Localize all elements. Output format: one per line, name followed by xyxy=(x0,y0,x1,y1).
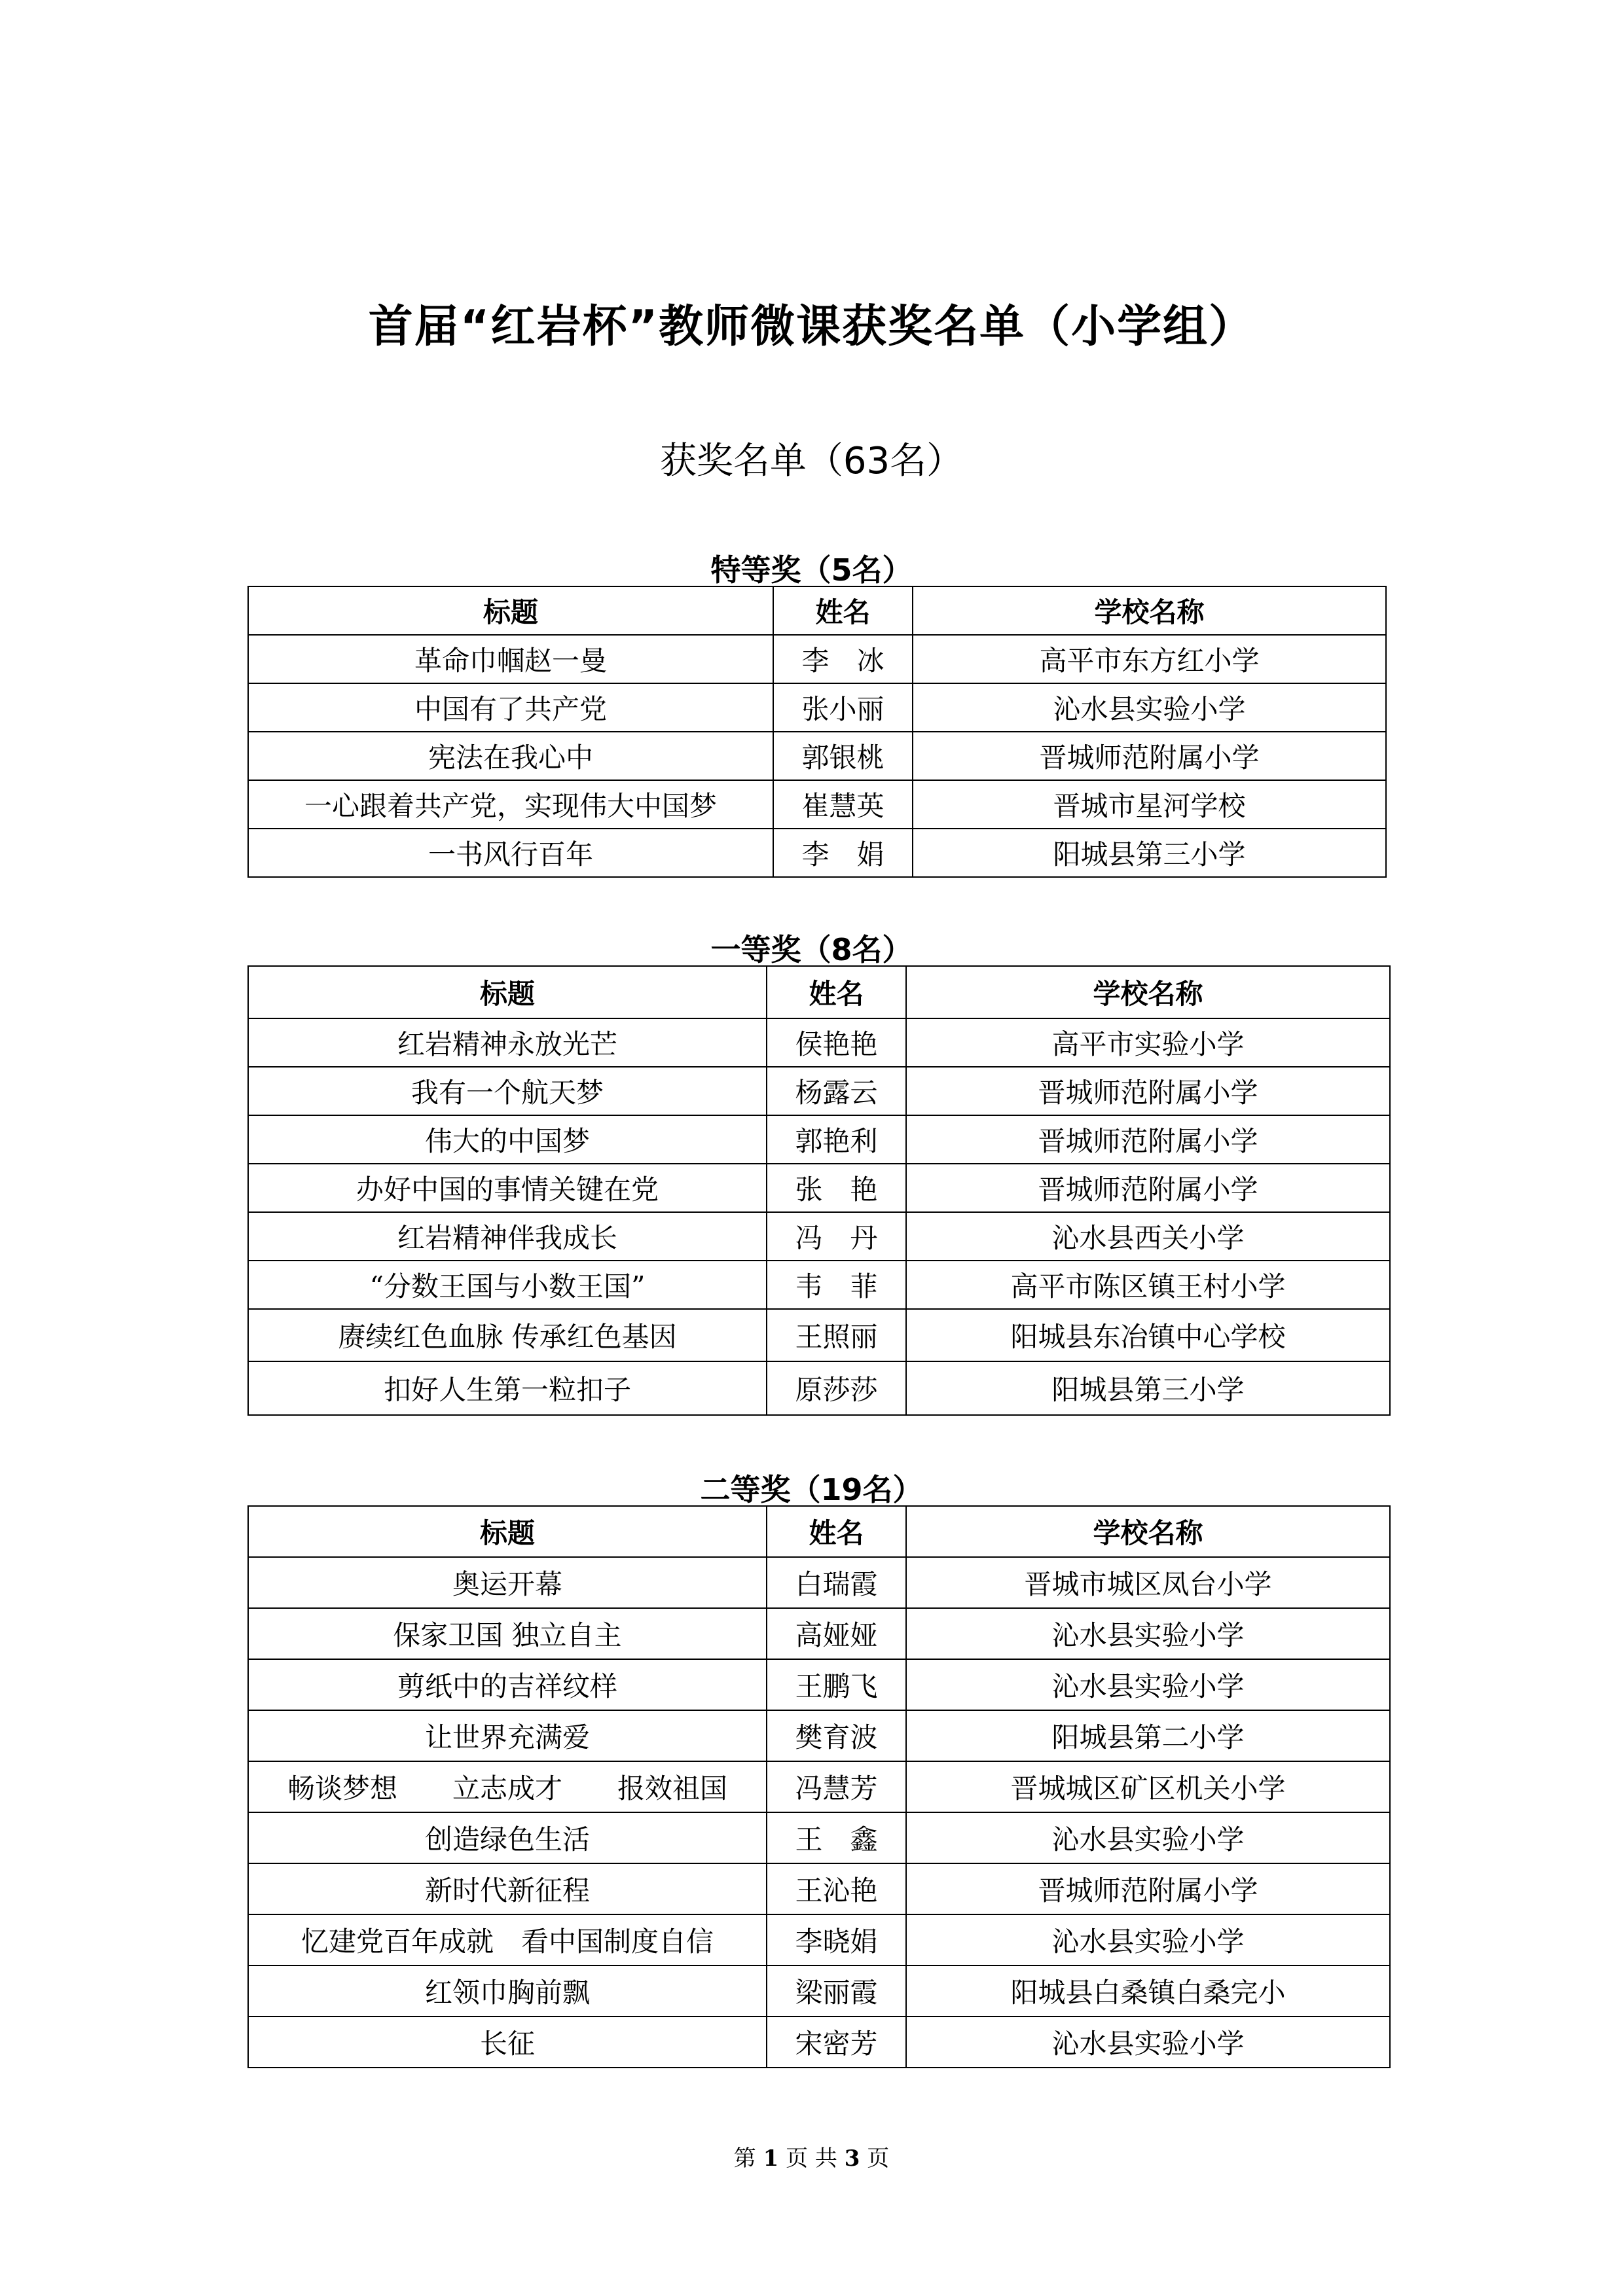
award-table-second xyxy=(247,1505,1391,2068)
table-row xyxy=(248,1261,1390,1309)
table-row xyxy=(248,1914,1390,1965)
cell-title: 畅谈梦想 立志成才 报效祖国 xyxy=(248,1761,767,1812)
cell-school: 晋城市城区凤台小学 xyxy=(906,1557,1390,1608)
column-header-school: 学校名称 xyxy=(906,966,1390,1018)
table-row xyxy=(248,1018,1390,1067)
cell-title: 中国有了共产党 xyxy=(248,683,773,732)
document-subtitle: 获奖名单（63名） xyxy=(659,440,964,482)
column-header-school: 学校名称 xyxy=(913,586,1386,635)
section-heading-special: 特等奖（5名） xyxy=(710,552,913,588)
table-row xyxy=(248,1164,1390,1212)
table-row xyxy=(248,1067,1390,1115)
table-header-row xyxy=(248,966,1390,1018)
cell-title: 红岩精神永放光芒 xyxy=(248,1018,767,1067)
cell-title: 一书风行百年 xyxy=(248,829,773,877)
cell-title: 剪纸中的吉祥纹样 xyxy=(248,1659,767,1710)
cell-name: 王 鑫 xyxy=(767,1812,906,1863)
cell-name: 白瑞霞 xyxy=(767,1557,906,1608)
table-row xyxy=(248,635,1386,683)
table-row xyxy=(248,1361,1390,1415)
table-row xyxy=(248,1608,1390,1659)
cell-title: 忆建党百年成就 看中国制度自信 xyxy=(248,1914,767,1965)
cell-school: 阳城县第二小学 xyxy=(906,1710,1390,1761)
cell-school: 晋城城区矿区机关小学 xyxy=(906,1761,1390,1812)
cell-school: 沁水县实验小学 xyxy=(906,1914,1390,1965)
section-heading-first: 一等奖（8名） xyxy=(710,932,913,967)
cell-name: 李晓娟 xyxy=(767,1914,906,1965)
cell-name: 张 艳 xyxy=(767,1164,906,1212)
cell-title: 扣好人生第一粒扣子 xyxy=(248,1361,767,1415)
column-header-school: 学校名称 xyxy=(906,1506,1390,1557)
cell-school: 晋城市星河学校 xyxy=(913,780,1386,829)
cell-school: 晋城师范附属小学 xyxy=(906,1164,1390,1212)
table-row xyxy=(248,1659,1390,1710)
cell-title: 赓续红色血脉 传承红色基因 xyxy=(248,1309,767,1361)
cell-name: 王照丽 xyxy=(767,1309,906,1361)
table-row xyxy=(248,1710,1390,1761)
cell-school: 沁水县西关小学 xyxy=(906,1212,1390,1261)
table-row xyxy=(248,1812,1390,1863)
cell-school: 阳城县第三小学 xyxy=(913,829,1386,877)
footer-suffix: 页 xyxy=(867,2145,890,2172)
cell-name: 郭艳利 xyxy=(767,1115,906,1164)
cell-school: 晋城师范附属小学 xyxy=(913,732,1386,780)
cell-school: 沁水县实验小学 xyxy=(913,683,1386,732)
cell-name: 梁丽霞 xyxy=(767,1965,906,2017)
page-footer xyxy=(0,2140,1623,2172)
cell-title: “分数王国与小数王国” xyxy=(248,1261,767,1309)
table-row xyxy=(248,1863,1390,1914)
cell-name: 李 冰 xyxy=(773,635,913,683)
footer-page-number: 1 xyxy=(763,2145,779,2172)
table-row xyxy=(248,1309,1390,1361)
cell-school: 阳城县第三小学 xyxy=(906,1361,1390,1415)
cell-school: 晋城师范附属小学 xyxy=(906,1863,1390,1914)
cell-school: 阳城县东冶镇中心学校 xyxy=(906,1309,1390,1361)
cell-title: 红领巾胸前飘 xyxy=(248,1965,767,2017)
cell-title: 办好中国的事情关键在党 xyxy=(248,1164,767,1212)
column-header-title: 标题 xyxy=(248,586,773,635)
cell-name: 宋密芳 xyxy=(767,2017,906,2068)
cell-name: 崔慧英 xyxy=(773,780,913,829)
cell-name: 郭银桃 xyxy=(773,732,913,780)
cell-school: 晋城师范附属小学 xyxy=(906,1115,1390,1164)
cell-title: 创造绿色生活 xyxy=(248,1812,767,1863)
table-row xyxy=(248,2017,1390,2068)
cell-name: 原莎莎 xyxy=(767,1361,906,1415)
table-row xyxy=(248,732,1386,780)
cell-title: 伟大的中国梦 xyxy=(248,1115,767,1164)
table-row xyxy=(248,780,1386,829)
cell-school: 高平市东方红小学 xyxy=(913,635,1386,683)
column-header-title: 标题 xyxy=(248,1506,767,1557)
footer-total-pages: 3 xyxy=(844,2145,860,2172)
document-title: 首届“红岩杯”教师微课获奖名单（小学组） xyxy=(368,301,1255,353)
cell-school: 沁水县实验小学 xyxy=(906,1659,1390,1710)
footer-middle: 页 共 xyxy=(786,2145,837,2172)
cell-title: 新时代新征程 xyxy=(248,1863,767,1914)
table-row xyxy=(248,1557,1390,1608)
table-row xyxy=(248,829,1386,877)
cell-name: 李 娟 xyxy=(773,829,913,877)
table-row xyxy=(248,1115,1390,1164)
cell-title: 革命巾帼赵一曼 xyxy=(248,635,773,683)
cell-title: 红岩精神伴我成长 xyxy=(248,1212,767,1261)
table-row xyxy=(248,1965,1390,2017)
cell-title: 一心跟着共产党，实现伟大中国梦 xyxy=(248,780,773,829)
cell-name: 樊育波 xyxy=(767,1710,906,1761)
cell-title: 我有一个航天梦 xyxy=(248,1067,767,1115)
cell-name: 冯慧芳 xyxy=(767,1761,906,1812)
cell-name: 高娅娅 xyxy=(767,1608,906,1659)
cell-name: 韦 菲 xyxy=(767,1261,906,1309)
cell-school: 高平市实验小学 xyxy=(906,1018,1390,1067)
column-header-name: 姓名 xyxy=(767,1506,906,1557)
cell-title: 宪法在我心中 xyxy=(248,732,773,780)
table-row xyxy=(248,1212,1390,1261)
cell-name: 王鹏飞 xyxy=(767,1659,906,1710)
cell-school: 沁水县实验小学 xyxy=(906,2017,1390,2068)
footer-prefix: 第 xyxy=(733,2145,756,2172)
cell-school: 沁水县实验小学 xyxy=(906,1812,1390,1863)
cell-name: 侯艳艳 xyxy=(767,1018,906,1067)
cell-name: 张小丽 xyxy=(773,683,913,732)
table-header-row xyxy=(248,586,1386,635)
table-header-row xyxy=(248,1506,1390,1557)
cell-school: 沁水县实验小学 xyxy=(906,1608,1390,1659)
column-header-name: 姓名 xyxy=(767,966,906,1018)
table-row xyxy=(248,683,1386,732)
cell-title: 保家卫国 独立自主 xyxy=(248,1608,767,1659)
cell-school: 高平市陈区镇王村小学 xyxy=(906,1261,1390,1309)
cell-title: 奥运开幕 xyxy=(248,1557,767,1608)
cell-name: 冯 丹 xyxy=(767,1212,906,1261)
table-row xyxy=(248,1761,1390,1812)
cell-title: 长征 xyxy=(248,2017,767,2068)
cell-school: 阳城县白桑镇白桑完小 xyxy=(906,1965,1390,2017)
cell-school: 晋城师范附属小学 xyxy=(906,1067,1390,1115)
cell-name: 王沁艳 xyxy=(767,1863,906,1914)
cell-name: 杨露云 xyxy=(767,1067,906,1115)
cell-title: 让世界充满爱 xyxy=(248,1710,767,1761)
award-table-first xyxy=(247,965,1391,1416)
award-table-special xyxy=(247,586,1387,878)
section-heading-second: 二等奖（19名） xyxy=(700,1472,923,1507)
column-header-name: 姓名 xyxy=(773,586,913,635)
column-header-title: 标题 xyxy=(248,966,767,1018)
